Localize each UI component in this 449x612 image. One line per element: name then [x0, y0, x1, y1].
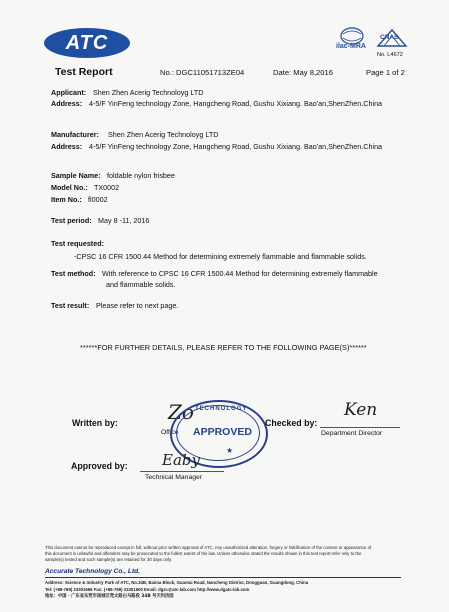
- written-by-label: Written by:: [72, 418, 118, 428]
- manufacturer-label: Manufacturer:: [51, 130, 99, 139]
- approver-signature: Eaby: [162, 451, 200, 469]
- applicant-address-label: Address:: [51, 99, 83, 108]
- cnas-number: No. L4672: [377, 52, 403, 58]
- department-director-label: Department Director: [321, 430, 383, 437]
- stamp-center-text: APPROVED: [193, 426, 252, 438]
- manufacturer-address: 4-5/F YinFeng technology Zone, Hangcheng Road, Gushu Xixiang. Bao'an,ShenZhen.China: [89, 142, 383, 151]
- footer-address: Address: Science & Industry Park of ATC, No.34B, Baima Block, Guantai Road, Nancheng District, Dongguan, Guangdong, China: [45, 580, 309, 585]
- atc-logo: [44, 28, 130, 58]
- test-period: May 8 -11, 2016: [98, 216, 150, 225]
- applicant-value: Shen Zhen Acerig Technoloyg LTD: [93, 88, 204, 97]
- disclaimer-line-3: sample(s) tested and such sample(s) are retained for 30 days only.: [45, 557, 172, 562]
- test-period-label: Test period:: [51, 216, 92, 225]
- disclaimer-line-1: This document cannot be reproduced except in full, without prior written approval of ATC. Any unauthorized alteration, forgery or falsification of the content or appearance of: [45, 545, 372, 550]
- test-requested-label: Test requested:: [51, 239, 104, 248]
- disclaimer-line-2: this document is unlawful and offenders may be prosecuted to the fullest extent of the law. Unless otherwise stated the results shown in this test report refer only to the: [45, 551, 362, 556]
- footer-company-name: Accurate Technology Co., Ltd.: [45, 568, 141, 575]
- sample-name-label: Sample Name:: [51, 171, 101, 180]
- cnas-logo: [374, 26, 410, 62]
- model-number: TX0002: [94, 183, 120, 192]
- footer-divider: [45, 577, 401, 578]
- office-label: Office: [161, 429, 179, 436]
- ilac-text: ilac-MRA: [336, 43, 366, 50]
- item-number: fl0002: [88, 195, 108, 204]
- test-method-line1: With reference to CPSC 16 CFR 1500.44 Method for determining extremely flammable: [102, 269, 378, 278]
- further-details-note: ******FOR FURTHER DETAILS, PLEASE REFER TO THE FOLLOWING PAGE(S)******: [80, 343, 367, 352]
- approved-by-label: Approved by:: [71, 461, 128, 471]
- technical-manager-label: Technical Manager: [145, 474, 203, 481]
- test-method-line2: and flammable solids.: [106, 280, 176, 289]
- stamp-top-text: TECHNOLOGY: [195, 406, 248, 412]
- applicant-label: Applicant:: [51, 88, 87, 97]
- checked-by-label: Checked by:: [265, 418, 318, 428]
- test-result-label: Test result:: [51, 301, 90, 310]
- cnas-text: CNAS: [380, 34, 399, 41]
- test-method-label: Test method:: [51, 269, 96, 278]
- writer-signature: Zo: [168, 400, 194, 424]
- checker-signature: Ken: [344, 400, 378, 420]
- footer-contact: Tel: (+86-769) 23301666 Fax: (+86-769) 23301600 Email: dgzc@atc-lab.com http://www.dgatc-lab.com: [45, 587, 250, 592]
- ilac-mra-logo: [334, 26, 370, 54]
- report-date: Date: May 8,2016: [273, 68, 333, 77]
- report-title: Test Report: [55, 66, 113, 78]
- approver-signature-line: [140, 471, 224, 472]
- page-number: Page 1 of 2: [366, 68, 405, 77]
- footer-chinese-address: 地址：中国 · 广东省东莞市南城区莞太路白马路段 34B 号天科技园: [45, 594, 174, 599]
- manufacturer-address-label: Address:: [51, 142, 83, 151]
- sample-name: foldable nylon frisbee: [107, 171, 175, 180]
- test-result: Please refer to next page.: [96, 301, 179, 310]
- applicant-address: 4-5/F YinFeng technology Zone, Hangcheng Road, Gushu Xixiang. Bao'an,ShenZhen.China: [89, 99, 383, 108]
- report-number: No.: DGC11051713ZE04: [160, 68, 245, 77]
- checker-signature-line: [320, 427, 400, 428]
- test-requested: -CPSC 16 CFR 1500.44 Method for determining extremely flammable and flammable solids.: [74, 252, 367, 261]
- manufacturer-value: Shen Zhen Acerig Technoloyg LTD: [108, 130, 219, 139]
- stamp-star-icon: ★: [226, 446, 234, 455]
- model-number-label: Model No.:: [51, 183, 88, 192]
- item-number-label: Item No.:: [51, 195, 82, 204]
- logo-text: ATC: [65, 31, 109, 54]
